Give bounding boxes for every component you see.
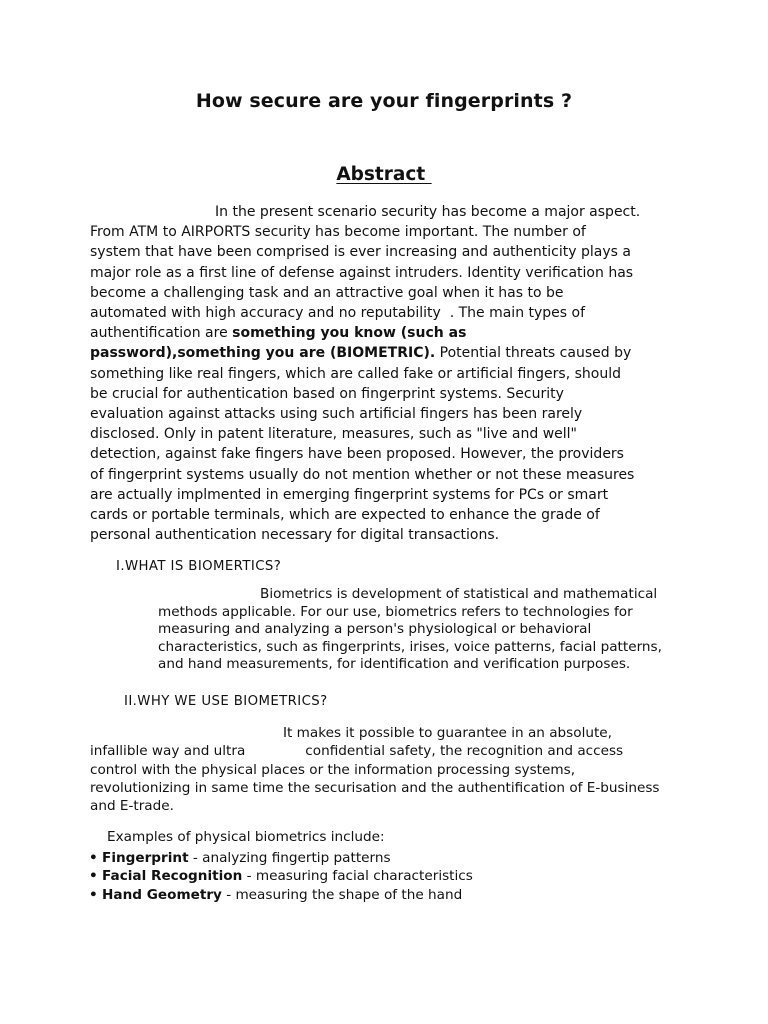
abstract-line: detection, against fake fingers have been proposed. However, the providers <box>90 446 624 463</box>
abstract-line: major role as a first line of defense against intruders. Identity verification has <box>90 264 634 281</box>
abstract-heading <box>0 164 768 185</box>
abstract-text: authentification are <box>90 325 233 342</box>
abstract-text: Potential threats caused by <box>435 345 632 362</box>
biometrics-line: characteristics, such as fingerprints, irises, voice patterns, facial patterns, <box>158 638 662 655</box>
example-desc: - measuring facial characteristics <box>242 868 473 885</box>
why-line: revolutionizing in same time the securisation and the authentification of E-business <box>90 779 660 796</box>
biometrics-line: and hand measurements, for identification and verification purposes. <box>158 656 631 673</box>
biometrics-line: methods applicable. For our use, biometrics refers to technologies for <box>158 603 633 620</box>
list-item <box>89 849 473 867</box>
example-desc: - measuring the shape of the hand <box>221 886 463 903</box>
abstract-bold-text: password),something you are (BIOMETRIC). <box>90 345 436 362</box>
example-term: Fingerprint <box>102 850 189 866</box>
why-text: confidential safety, the recognition and access <box>305 743 624 760</box>
bullet: • <box>89 868 98 885</box>
abstract-line: be crucial for authentication based on fingerprint systems. Security <box>90 385 564 402</box>
section-heading-why-use-biometrics: II.WHY WE USE BIOMETRICS? <box>124 694 328 709</box>
abstract-line: are actually implmented in emerging fingerprint systems for PCs or smart <box>90 486 609 503</box>
abstract-line: In the present scenario security has become a major aspect. <box>215 204 641 220</box>
why-line: It makes it possible to guarantee in an absolute, <box>283 725 612 741</box>
page-title: How secure are your fingerprints ? <box>195 90 573 112</box>
why-text: infallible way and ultra <box>90 743 246 760</box>
abstract-line: something like real fingers, which are called fake or artificial fingers, should <box>90 365 621 382</box>
example-term: Facial Recognition <box>102 868 243 885</box>
bullet: • <box>89 850 98 866</box>
section-heading-what-is-biometrics: I.WHAT IS BIOMERTICS? <box>116 559 282 574</box>
abstract-heading-text: Abstract <box>336 164 432 185</box>
why-paragraph <box>90 724 690 815</box>
abstract-line: become a challenging task and an attractive goal when it has to be <box>90 284 564 301</box>
example-desc: - analyzing fingertip patterns <box>188 850 391 866</box>
biometrics-line: Biometrics is development of statistical and mathematical <box>260 586 658 602</box>
abstract-line: cards or portable terminals, which are expected to enhance the grade of <box>90 507 600 524</box>
abstract-line: disclosed. Only in patent literature, measures, such as "live and well" <box>90 426 577 443</box>
abstract-line <box>90 343 690 363</box>
list-item <box>89 867 473 885</box>
example-term: Hand Geometry <box>102 886 222 903</box>
abstract-line: evaluation against attacks using such artificial fingers has been rarely <box>90 406 583 423</box>
why-line: control with the physical places or the information processing systems, <box>90 761 576 778</box>
biometrics-line: measuring and analyzing a person's physiological or behavioral <box>158 621 592 638</box>
abstract-line: From ATM to AIRPORTS security has become important. The number of <box>90 224 586 241</box>
abstract-line: automated with high accuracy and no reputability . The main types of <box>90 305 586 322</box>
abstract-line: personal authentication necessary for digital transactions. <box>90 527 500 544</box>
list-item <box>89 886 473 904</box>
abstract-paragraph <box>90 202 690 545</box>
examples-list <box>89 849 473 904</box>
biometrics-paragraph <box>158 586 758 674</box>
abstract-bold-text: something you know (such as <box>232 325 467 342</box>
why-line <box>90 742 690 760</box>
abstract-line: system that have been comprised is ever increasing and authenticity plays a <box>90 244 631 261</box>
abstract-line: of fingerprint systems usually do not mention whether or not these measures <box>90 466 635 483</box>
examples-intro: Examples of physical biometrics include: <box>107 829 385 845</box>
abstract-line <box>90 323 690 343</box>
bullet: • <box>89 886 98 903</box>
why-line: and E-trade. <box>90 798 174 815</box>
